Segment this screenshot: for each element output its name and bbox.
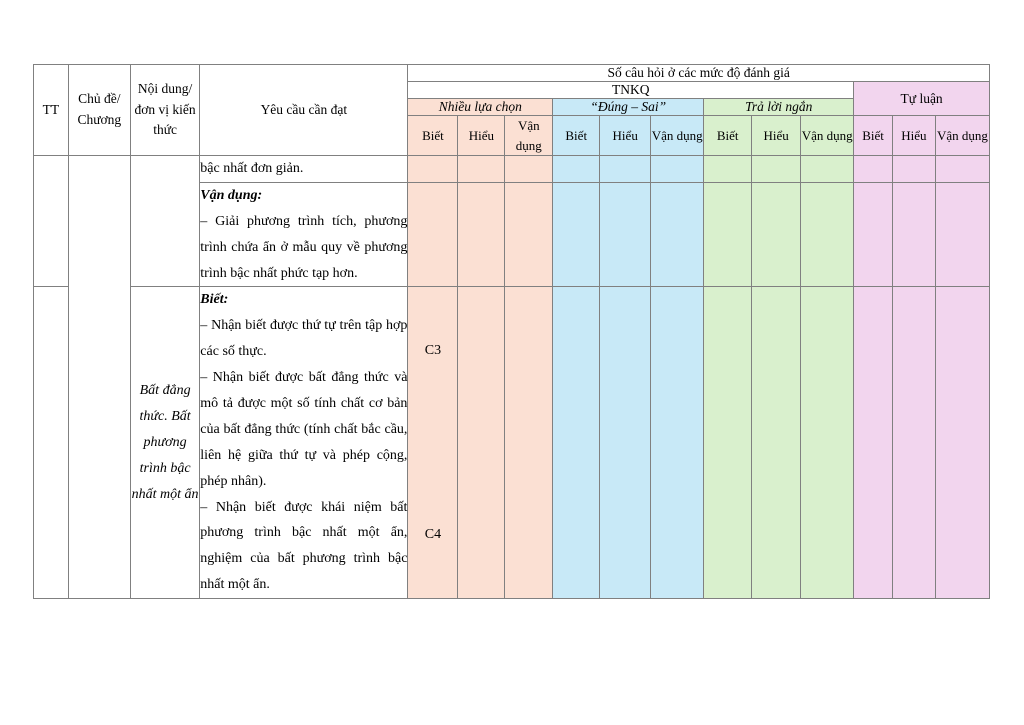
level-header-sa-biet: Biết bbox=[704, 116, 752, 156]
level-header-essay-vandung: Vận dụng bbox=[935, 116, 989, 156]
level-header-tf-biet: Biết bbox=[553, 116, 600, 156]
requirement-line: – Nhận biết được thứ tự trên tập hợp các số thực. bbox=[200, 318, 408, 360]
cell-essay-hieu bbox=[892, 287, 935, 599]
cell-tf-biet bbox=[553, 182, 600, 287]
level-header-mc-vandung: Vận dụng bbox=[505, 116, 553, 156]
cell-sa-vandung bbox=[801, 287, 854, 599]
cell-tf-biet bbox=[553, 156, 600, 183]
col-header-unit: Nội dung/ đơn vị kiến thức bbox=[130, 65, 199, 156]
cell-essay-vandung bbox=[935, 182, 989, 287]
cell-mc-vandung bbox=[505, 287, 553, 599]
cell-tf-vandung bbox=[651, 287, 704, 599]
cell-tf-hieu bbox=[600, 182, 651, 287]
type-header-multiple-choice: Nhiều lựa chọn bbox=[408, 99, 553, 116]
cell-mc-vandung bbox=[505, 156, 553, 183]
cell-essay-biet bbox=[854, 287, 893, 599]
type-header-short-answer: Trả lời ngắn bbox=[704, 99, 854, 116]
cell-essay-vandung bbox=[935, 287, 989, 599]
cell-tf-vandung bbox=[651, 156, 704, 183]
type-header-true-false: “Đúng – Sai” bbox=[553, 99, 704, 116]
level-header-sa-vandung: Vận dụng bbox=[801, 116, 854, 156]
cell-requirement bbox=[200, 287, 408, 599]
cell-tf-hieu bbox=[600, 287, 651, 599]
cell-essay-biet bbox=[854, 182, 893, 287]
cell-essay-hieu bbox=[892, 156, 935, 183]
requirement-line: – Giải phương trình tích, phương trình chứa ẩn ở mẫu quy về phương trình bậc nhất phức tạp hơn. bbox=[200, 213, 408, 281]
cell-mc-biet bbox=[408, 182, 458, 287]
table-row bbox=[34, 287, 990, 599]
cell-sa-hieu bbox=[752, 182, 801, 287]
cell-tf-hieu bbox=[600, 156, 651, 183]
cell-mc-biet bbox=[408, 287, 458, 599]
requirement-lead: Biết: bbox=[200, 292, 229, 308]
level-header-mc-biet: Biết bbox=[408, 116, 458, 156]
cell-sa-hieu bbox=[752, 156, 801, 183]
cell-tf-vandung bbox=[651, 182, 704, 287]
level-header-sa-hieu: Hiểu bbox=[752, 116, 801, 156]
cell-sa-vandung bbox=[801, 156, 854, 183]
group-header-tu-luan: Tự luận bbox=[854, 82, 990, 116]
cell-requirement bbox=[200, 156, 408, 183]
cell-mc-hieu bbox=[458, 287, 505, 599]
cell-mc-hieu bbox=[458, 156, 505, 183]
requirement-line: bậc nhất đơn giản. bbox=[200, 161, 304, 176]
level-header-tf-hieu: Hiểu bbox=[600, 116, 651, 156]
level-header-mc-hieu: Hiểu bbox=[458, 116, 505, 156]
requirement-lead: Vận dụng: bbox=[200, 187, 263, 203]
cell-sa-hieu bbox=[752, 287, 801, 599]
cell-unit bbox=[130, 156, 199, 287]
cell-tt bbox=[34, 156, 69, 287]
level-header-tf-vandung: Vận dụng bbox=[651, 116, 704, 156]
group-header-tnkq: TNKQ bbox=[408, 82, 854, 99]
cell-sa-biet bbox=[704, 287, 752, 599]
cell-essay-vandung bbox=[935, 156, 989, 183]
header-row-title bbox=[34, 65, 990, 82]
cell-sa-biet bbox=[704, 182, 752, 287]
level-header-essay-hieu: Hiểu bbox=[892, 116, 935, 156]
question-code-bottom: C4 bbox=[424, 526, 442, 542]
requirement-line: – Nhận biết được khái niệm bất phương trình bậc nhất một ẩn, nghiệm của bất phương trình bậc nhất một ẩn. bbox=[200, 499, 408, 593]
cell-essay-hieu bbox=[892, 182, 935, 287]
requirement-line: – Nhận biết được bất đẳng thức và mô tả được một số tính chất cơ bản của bất đẳng thức (tính chất bắc cầu, liên hệ giữa thứ tự và phép cộng, phép nhân). bbox=[200, 370, 408, 489]
col-header-question-count: Số câu hỏi ở các mức độ đánh giá bbox=[408, 65, 990, 82]
assessment-matrix-table bbox=[33, 64, 990, 599]
question-code-top: C3 bbox=[424, 342, 442, 358]
col-header-topic: Chủ đề/ Chương bbox=[68, 65, 130, 156]
cell-requirement bbox=[200, 182, 408, 287]
cell-mc-biet bbox=[408, 156, 458, 183]
cell-essay-biet bbox=[854, 156, 893, 183]
cell-unit: Bất đẳng thức. Bất phương trình bậc nhất một ẩn bbox=[130, 287, 199, 599]
cell-topic bbox=[68, 156, 130, 599]
col-header-requirement: Yêu cầu cần đạt bbox=[200, 65, 408, 156]
cell-tf-biet bbox=[553, 287, 600, 599]
col-header-tt: TT bbox=[34, 65, 69, 156]
cell-sa-biet bbox=[704, 156, 752, 183]
cell-tt bbox=[34, 287, 69, 599]
level-header-essay-biet: Biết bbox=[854, 116, 893, 156]
cell-mc-hieu bbox=[458, 182, 505, 287]
cell-mc-vandung bbox=[505, 182, 553, 287]
cell-sa-vandung bbox=[801, 182, 854, 287]
table-row bbox=[34, 156, 990, 183]
